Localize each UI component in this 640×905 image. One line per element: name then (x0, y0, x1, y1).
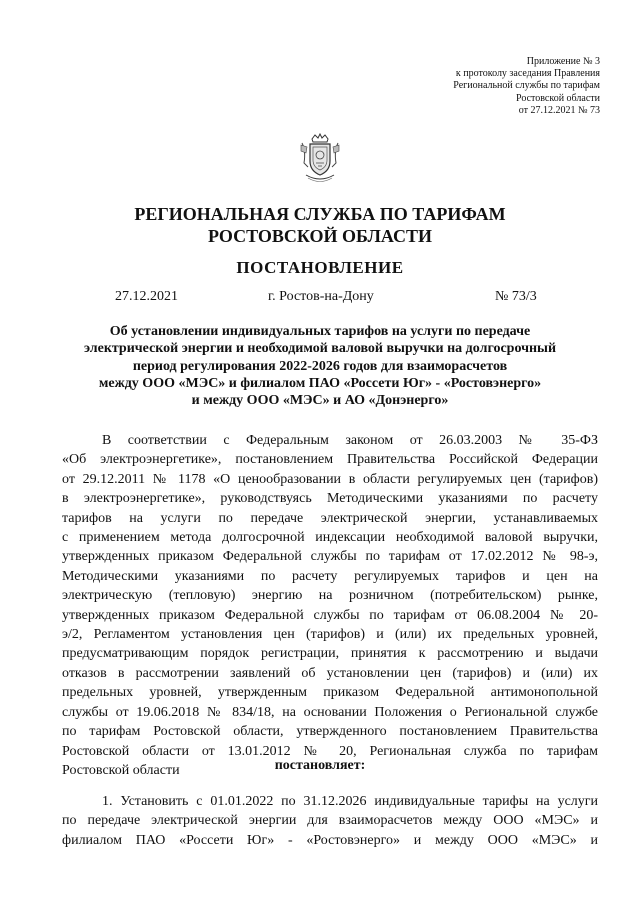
preamble-line: с применением метода долгосрочной индексации необходимой валовой выручки, (62, 530, 598, 546)
clause-line: филиалом ПАО «Россети Юг» - «Ростовэнерго» и между ООО «МЭС» и (62, 832, 598, 848)
preamble-line: в электроэнергетике», руководствуясь Методическими указаниями по расчету (62, 491, 598, 507)
document-date: 27.12.2021 (115, 289, 178, 304)
resolves-heading: постановляет: (274, 758, 366, 773)
preamble-paragraph (62, 431, 598, 780)
preamble-line: «Об электроэнергетике», постановлением Правительства Российской Федерации (62, 452, 598, 468)
appendix-line: от 27.12.2021 № 73 (518, 104, 600, 116)
preamble-line: по тарифам Ростовской области, утвержденного постановлением Правительства (62, 724, 598, 740)
document-city: г. Ростов-на-Дону (268, 289, 374, 304)
appendix-line: Региональной службы по тарифам (453, 80, 600, 92)
preamble-line: тарифов на услуги по передаче электрической энергии, устанавливаемых (62, 510, 598, 526)
preamble-line: от 29.12.2011 № 1178 «О ценообразовании в области регулируемых цен (тарифов) (62, 471, 598, 487)
subject-line: период регулирования 2022-2026 годов для взаиморасчетов (132, 358, 508, 374)
document-number: № 73/3 (495, 289, 537, 304)
organization-line: РЕГИОНАЛЬНАЯ СЛУЖБА ПО ТАРИФАМ (134, 204, 506, 224)
coat-of-arms-icon (298, 133, 342, 183)
preamble-line: электрическую (тепловую) энергию на розничном (потребительском) рынке, (62, 588, 598, 604)
appendix-line: Приложение № 3 (526, 56, 600, 67)
preamble-line: предусматривающим порядок регистрации, принятия к рассмотрению и выдачи (62, 646, 598, 662)
preamble-line: предельных уровней, утвержденным приказом Федеральной антимонопольной (62, 685, 598, 701)
subject-line: электрической энергии и необходимой валовой выручки на долгосрочный (83, 341, 557, 357)
clause-line: по передаче электрической энергии для взаиморасчетов между ООО «МЭС» и (62, 813, 598, 829)
subject-line: и между ООО «МЭС» и АО «Донэнерго» (191, 393, 449, 409)
appendix-note (370, 56, 600, 117)
clause-1 (62, 792, 598, 850)
preamble-line: отказов в рассмотрении заявлений об установлении цен (тарифов) и (или) их (62, 665, 598, 681)
preamble-line: утвержденных приказом Федеральной службы по тарифам от 06.08.2004 № 20- (62, 607, 598, 623)
preamble-line: утвержденных приказом Федеральной службы по тарифам от 17.02.2012 № 98-э, (62, 549, 598, 565)
preamble-line: службы от 19.06.2018 № 834/18, на основании Положения о Региональной службе (62, 704, 598, 720)
organization-name (0, 203, 640, 247)
appendix-line: к протоколу заседания Правления (455, 68, 600, 80)
preamble-line: Ростовской области (62, 762, 180, 778)
appendix-line: Ростовской области (516, 92, 600, 104)
document-type: ПОСТАНОВЛЕНИЕ (236, 258, 404, 277)
preamble-line: В соответствии с Федеральным законом от 26.03.2003 № 35-ФЗ (102, 433, 598, 448)
document-subject (40, 323, 600, 409)
clause-line: 1. Установить с 01.01.2022 по 31.12.2026 индивидуальные тарифы на услуги (102, 794, 598, 809)
organization-line: РОСТОВСКОЙ ОБЛАСТИ (208, 226, 432, 246)
preamble-line: э/2, Регламентом установления цен (тарифов) и (или) их предельных уровней, (62, 627, 598, 643)
preamble-line: Методическими указаниями по расчету регулируемых тарифов и цен на (62, 568, 598, 584)
subject-line: Об установлении индивидуальных тарифов на услуги по передаче (109, 324, 531, 339)
preamble-line: Ростовской области от 13.01.2012 № 20, Региональная служба по тарифам (62, 743, 598, 759)
subject-line: между ООО «МЭС» и филиалом ПАО «Россети Юг» - «Ростовэнерго» (98, 375, 542, 391)
